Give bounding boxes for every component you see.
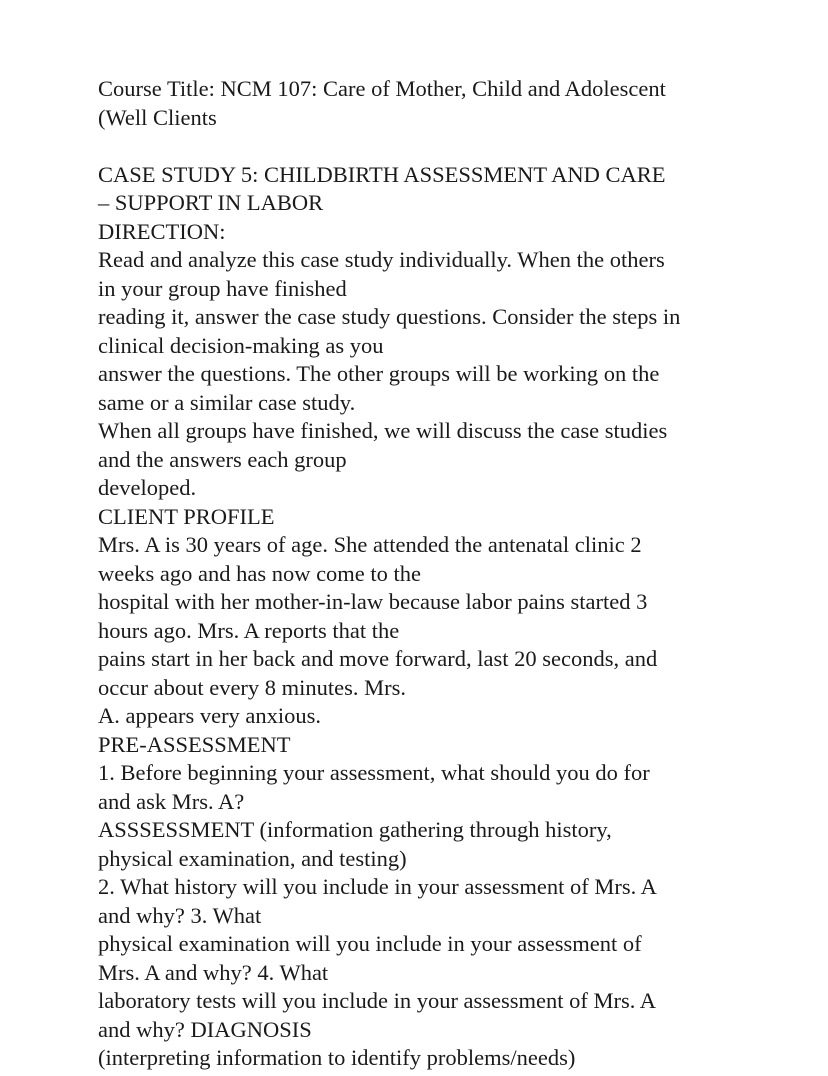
case-title <box>98 161 738 218</box>
course-title-line: (Well Clients <box>98 104 217 130</box>
question-line: Mrs. A and why? 4. What <box>98 959 329 985</box>
direction-heading: DIRECTION: <box>98 218 226 244</box>
paragraph-line: When all groups have finished, we will discuss the case studies <box>98 418 668 443</box>
paragraph-line: reading it, answer the case study questions. Consider the steps in <box>98 304 681 329</box>
direction-section <box>98 218 738 503</box>
question-line: and ask Mrs. A? <box>98 788 245 814</box>
question-line: and why? 3. What <box>98 902 262 928</box>
paragraph-line: hospital with her mother-in-law because labor pains started 3 <box>98 589 648 614</box>
paragraph-line: in your group have finished <box>98 275 347 301</box>
paragraph-line: (interpreting information to identify problems/needs) <box>98 1045 576 1070</box>
paragraph-line: occur about every 8 minutes. Mrs. <box>98 674 407 700</box>
pre-assessment-heading: PRE-ASSESSMENT <box>98 731 291 757</box>
assessment-section <box>98 816 738 1073</box>
paragraph-line: clinical decision-making as you <box>98 332 384 358</box>
paragraph-line: Read and analyze this case study individually. When the others <box>98 247 665 272</box>
course-title-line: Course Title: NCM 107: Care of Mother, Child and Adolescent <box>98 76 666 101</box>
paragraph-line: Mrs. A is 30 years of age. She attended the antenatal clinic 2 <box>98 532 642 557</box>
paragraph-line: same or a similar case study. <box>98 389 356 415</box>
client-profile-section <box>98 503 738 731</box>
blank-line <box>98 132 738 161</box>
question-line: 1. Before beginning your assessment, what should you do for <box>98 760 650 785</box>
pre-assessment-section <box>98 731 738 817</box>
case-title-line: CASE STUDY 5: CHILDBIRTH ASSESSMENT AND CARE <box>98 161 666 187</box>
paragraph-line: A. appears very anxious. <box>98 703 322 728</box>
case-title-line: – SUPPORT IN LABOR <box>98 190 324 215</box>
client-profile-heading: CLIENT PROFILE <box>98 503 275 529</box>
paragraph-line: hours ago. Mrs. A reports that the <box>98 617 400 643</box>
paragraph-line: answer the questions. The other groups will be working on the <box>98 361 660 386</box>
assessment-heading: ASSSESSMENT (information gathering through history, <box>98 817 612 842</box>
paragraph-line: and the answers each group <box>98 446 347 472</box>
question-line: physical examination will you include in your assessment of <box>98 931 642 956</box>
paragraph-line: pains start in her back and move forward, last 20 seconds, and <box>98 646 658 671</box>
document-page <box>98 75 738 1073</box>
question-line: and why? DIAGNOSIS <box>98 1016 312 1042</box>
paragraph-line: physical examination, and testing) <box>98 845 407 871</box>
paragraph-line: weeks ago and has now come to the <box>98 560 422 586</box>
question-line: 2. What history will you include in your assessment of Mrs. A <box>98 874 657 899</box>
course-title <box>98 75 738 132</box>
question-line: laboratory tests will you include in your assessment of Mrs. A <box>98 988 657 1013</box>
paragraph-line: developed. <box>98 475 197 500</box>
